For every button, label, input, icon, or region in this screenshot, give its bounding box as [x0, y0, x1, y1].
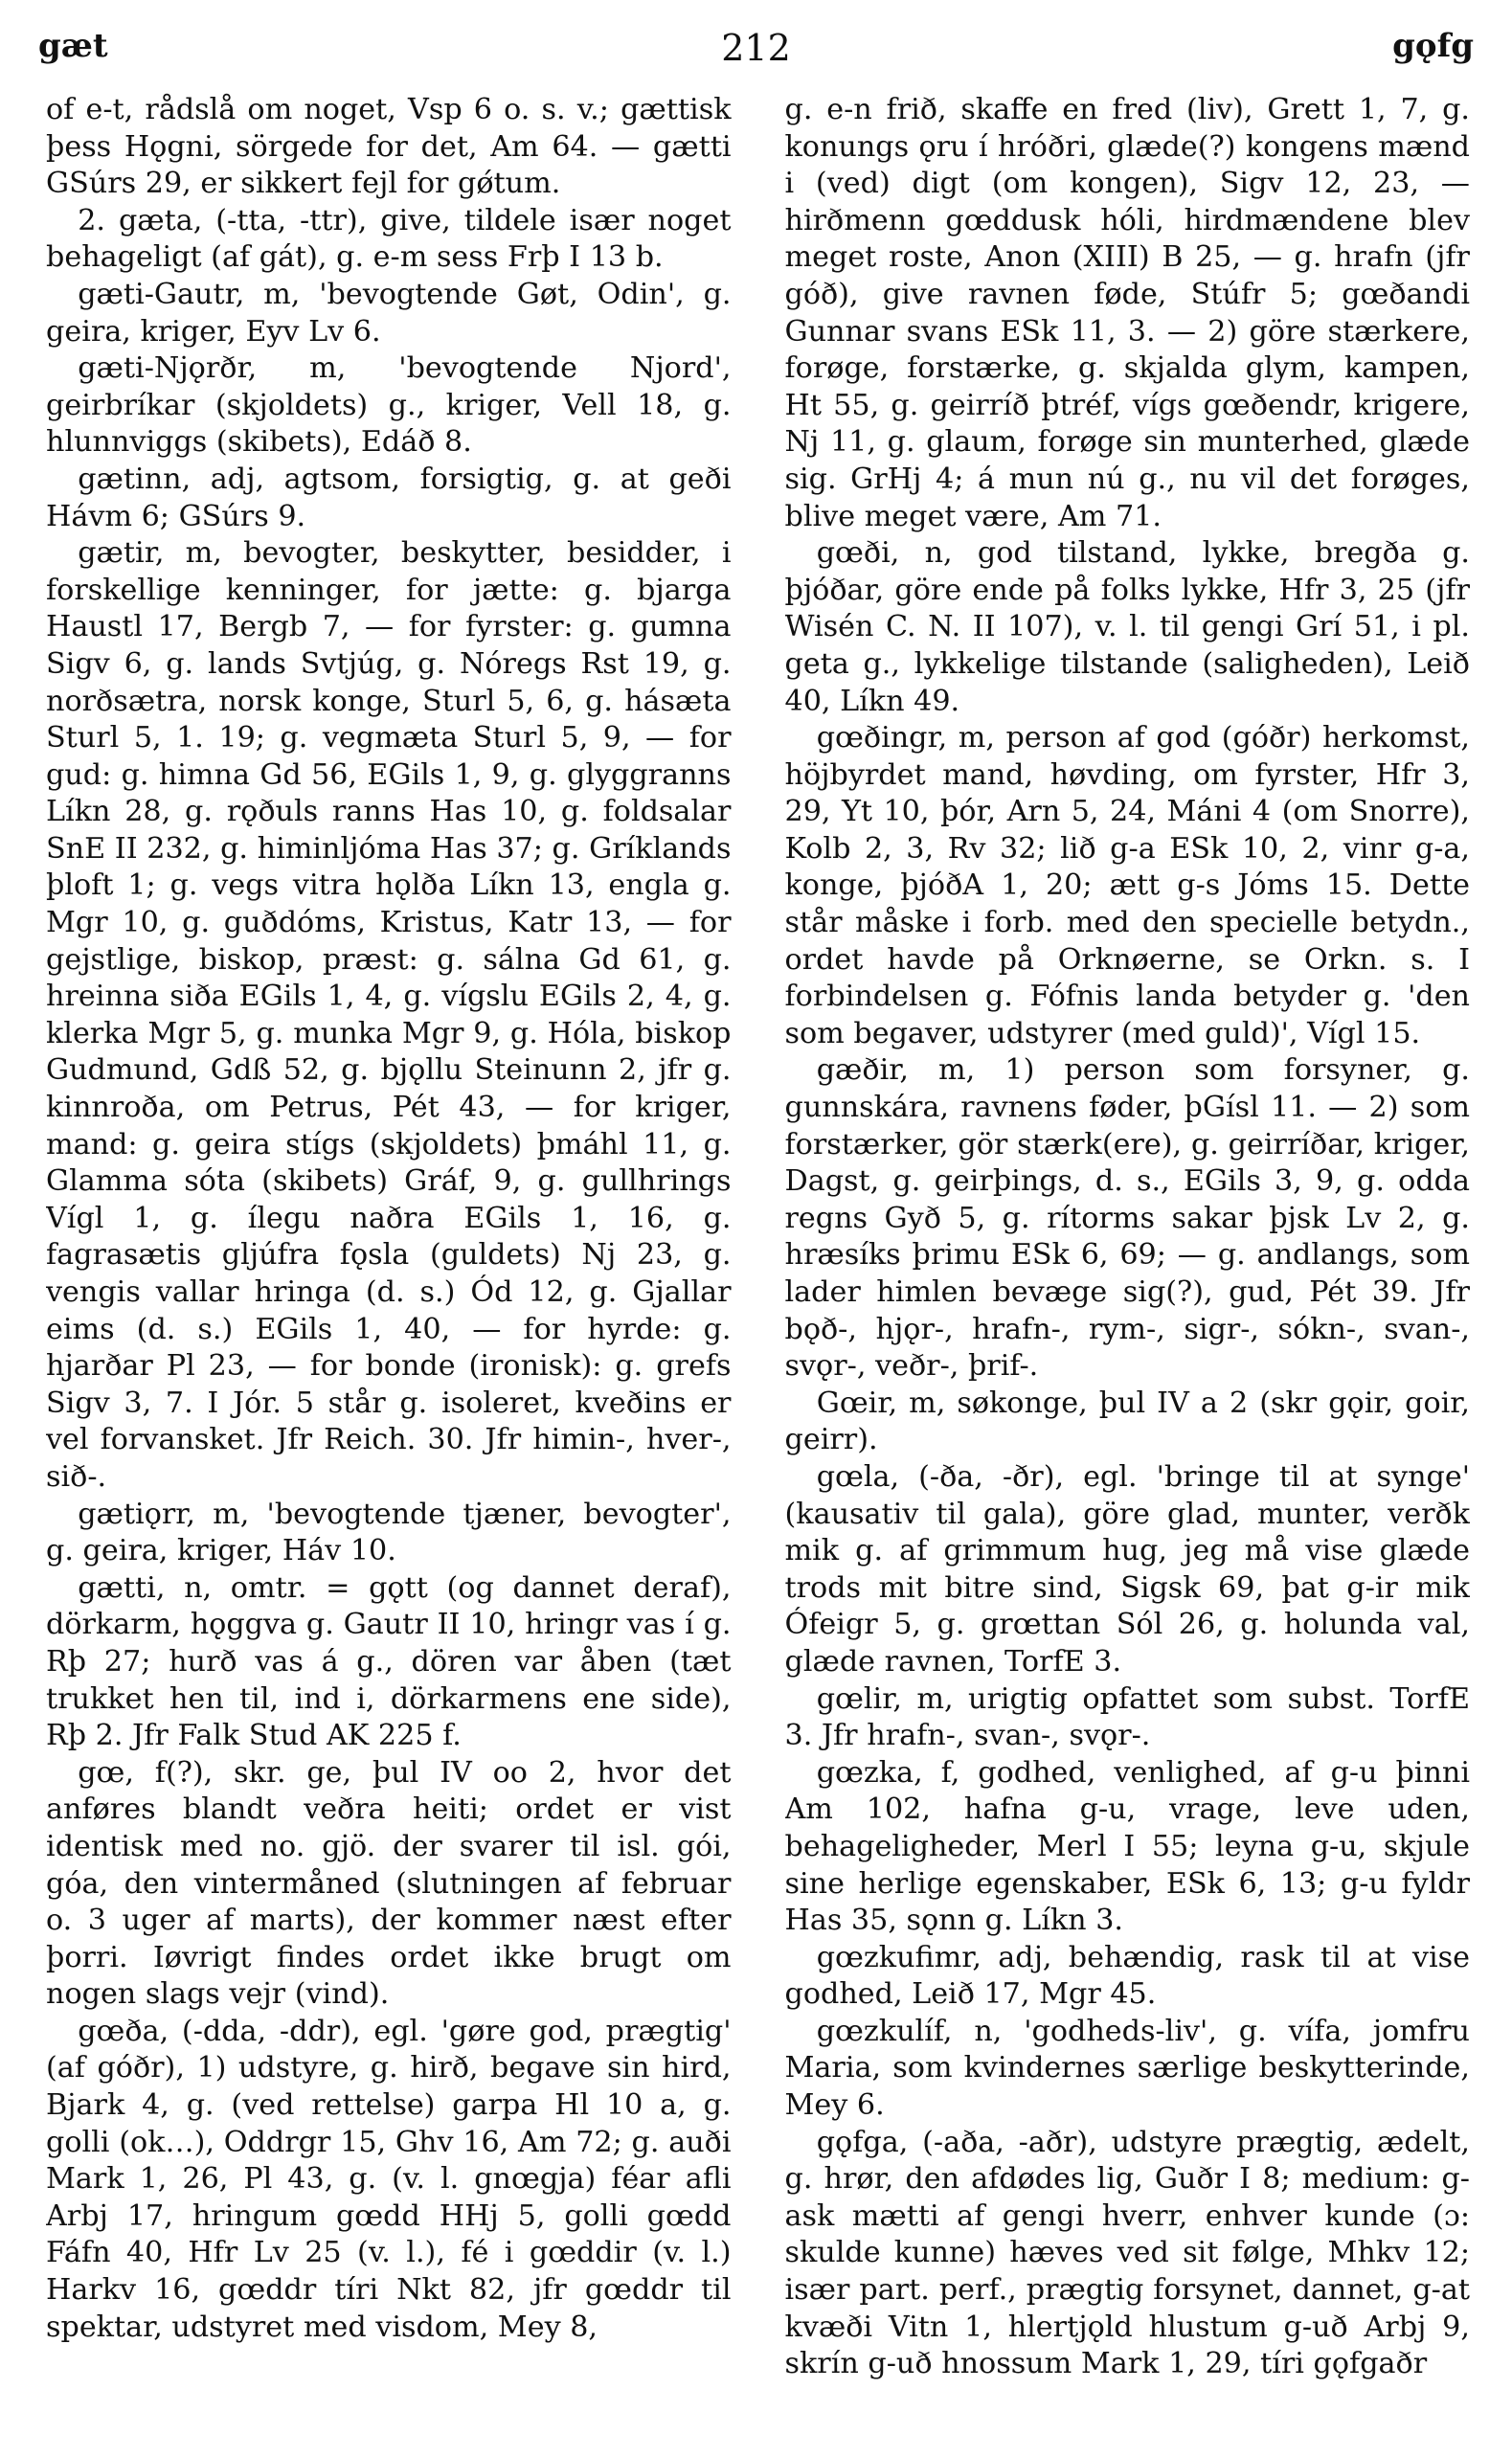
right-running-headword: gǫfg — [1392, 27, 1474, 65]
dictionary-columns — [46, 92, 1470, 2428]
dictionary-entry: gætir, m, bevogter, beskytter, besidder, i forskellige kenninger, for jætte: g. bjarga Haustl 17, Bergb 7, — for fyrster: g. gumna Sigv 6, g. lands Svtjúg, g. Nóregs Rst 19, g. norðsætra, norsk konge, Sturl 5, 6, g. hásæta Sturl 5, 1. 19; g. vegmæta Sturl 5, 9, — for gud: g. himna Gd 56, EGils 1, 9, g. glyggranns Líkn 28, g. rǫðuls ranns Has 10, g. foldsalar SnE II 232, g. himinljóma Has 37; g. Gríklands þloft 1; g. vegs vitra hǫlða Líkn 13, engla g. Mgr 10, g. guðdóms, Kristus, Katr 13, — for gejstlige, biskop, præst: g. sálna Gd 61, g. hreinna siða EGils 1, 4, g. vígslu EGils 2, 4, g. klerka Mgr 5, g. munka Mgr 9, g. Hóla, biskop Gudmund, Gdß 52, g. bjǫllu Steinunn 2, jfr g. kinnroða, om Petrus, Pét 43, — for kriger, mand: g. geira stígs (skjoldets) þmáhl 11, g. Glamma sóta (skibets) Gráf, 9, g. gullhrings Vígl 1, g. ílegu naðra EGils 1, 16, g. fagrasætis gljúfra fǫsla (guldets) Nj 23, g. vengis vallar hringa (d. s.) Ód 12, g. Gjallar eims (d. s.) EGils 1, 40, — for hyrde: g. hjarðar Pl 23, — for bonde (ironisk): g. grefs Sigv 3, 7. I Jór. 5 står g. isoleret, kveðins er vel forvansket. Jfr Reich. 30. Jfr himin-, hver-, sið-. — [46, 536, 732, 1494]
dictionary-entry: g. e-n frið, skaffe en fred (liv), Grett 1, 7, g. konungs ǫru í hróðri, glæde(?) kongens mænd i (ved) digt (om kongen), Sigv 12, 23, — hirðmenn gœddusk hóli, hirdmændene blev meget roste, Anon (XIII) B 25, — g. hrafn (jfr góð), give ravnen føde, Stúfr 5; gœðandi Gunnar svans ESk 11, 3. — 2) göre stærkere, forøge, forstærke, g. skjalda glym, kampen, Ht 55, g. geirríð þtréf, vígs gœðendr, krigere, Nj 11, g. glaum, forøge sin munterhed, glæde sig. GrHj 4; á mun nú g., nu vil det forøges, blive meget være, Am 71. — [784, 93, 1470, 533]
dictionary-entry: gœzka, f, godhed, venlighed, af g-u þinni Am 102, hafna g-u, vrage, leve uden, behageligheder, Merl I 55; leyna g-u, skjule sine herlige egenskaber, ESk 6, 13; g-u fyldr Has 35, sǫnn g. Líkn 3. — [784, 1755, 1470, 1938]
dictionary-entry: gætiǫrr, m, 'bevogtende tjæner, bevogter', g. geira, kriger, Háv 10. — [46, 1497, 732, 1568]
dictionary-entry: gætinn, adj, agtsom, forsigtig, g. at geði Hávm 6; GSúrs 9. — [46, 462, 732, 533]
left-running-headword: gæt — [38, 27, 108, 65]
dictionary-entry: of e-t, rådslå om noget, Vsp 6 o. s. v.; gættisk þess Hǫgni, sörgede for det, Am 64. — gætti GSúrs 29, er sikkert fejl for gǿtum. — [46, 93, 732, 201]
dictionary-entry: gætti, n, omtr. = gǫtt (og dannet deraf), dörkarm, hǫggva g. Gautr II 10, hringr vas í g. Rþ 27; hurð vas á g., dören var åben (tæt trukket hen til, ind i, dörkarmens ene side), Rþ 2. Jfr Falk Stud AK 225 f. — [46, 1570, 732, 1753]
dictionary-entry: gæðir, m, 1) person som forsyner, g. gunnskára, ravnens føder, þGísl 11. — 2) som forstærker, gör stærk(ere), g. geirríðar, kriger, Dagst, g. geirþings, d. s., EGils 3, 9, g. odda regns Gyð 5, g. rítorms sakar þjsk Lv 2, g. hræsíks þrimu ESk 6, 69; — g. andlangs, som lader himlen bevæge sig(?), gud, Pét 39. Jfr bǫð-, hjǫr-, hrafn-, rym-, sigr-, sókn-, svan-, svǫr-, veðr-, þrif-. — [784, 1053, 1470, 1384]
dictionary-entry: gœða, (-dda, -ddr), egl. 'gøre god, prægtig' (af góðr), 1) udstyre, g. hirð, begave sin hird, Bjark 4, g. (ved rettelse) garpa Hl 10 a, g. golli (ok…), Oddrgr 15, Ghv 16, Am 72; g. auði Mark 1, 26, Pl 43, g. (v. l. gnœgja) féar afli Arbj 17, hringum gœdd HHj 5, golli gœdd Fáfn 40, Hfr Lv 25 (v. l.), fé i gœddir (v. l.) Harkv 16, gœddr tíri Nkt 82, jfr gœddr til spektar, udstyret med visdom, Mey 8, — [46, 2014, 732, 2344]
right-column — [785, 92, 1471, 2428]
dictionary-entry: gœzkulíf, n, 'godheds-liv', g. vífa, jomfru Maria, som kvindernes særlige beskytterinde, Mey 6. — [784, 2014, 1470, 2123]
page-number: 212 — [721, 27, 791, 69]
dictionary-entry: gæti-Gautr, m, 'bevogtende Gøt, Odin', g. geira, kriger, Eyv Lv 6. — [46, 277, 732, 349]
dictionary-entry: gœðingr, m, person af god (góðr) herkomst, höjbyrdet mand, høvding, om fyrster, Hfr 3, 29, Yt 10, þór, Arn 5, 24, Máni 4 (om Snorre), Kolb 2, 3, Rv 32; lið g-a ESk 10, 2, vinr g-a, konge, þjóðA 1, 20; ætt g-s Jóms 15. Dette står måske i forb. med den specielle betydn., ordet havde på Orknøerne, se Orkn. s. I forbindelsen g. Fófnis landa betyder g. 'den som begaver, udstyrer (med guld)', Vígl 15. — [784, 721, 1470, 1050]
dictionary-entry: gœzkufimr, adj, behændig, rask til at vise godhed, Leið 17, Mgr 45. — [784, 1940, 1470, 2012]
dictionary-entry: 2. gæta, (-tta, -ttr), give, tildele især noget behageligt (af gát), g. e-m sess Frþ I 13 b. — [46, 203, 732, 275]
left-column — [46, 92, 732, 2428]
dictionary-entry: Gœir, m, søkonge, þul IV a 2 (skr gǫir, goir, geirr). — [784, 1386, 1470, 1457]
dictionary-entry: gœði, n, god tilstand, lykke, bregða g. þjóðar, göre ende på folks lykke, Hfr 3, 25 (jfr Wisén C. N. II 107), v. l. til gengi Grí 51, i pl. geta g., lykkelige tilstande (saligheden), Leið 40, Líkn 49. — [784, 536, 1470, 718]
dictionary-entry: gœla, (-ða, -ðr), egl. 'bringe til at synge' (kausativ til gala), göre glad, munter, verðk mik g. af grimmum hug, jeg må vise glæde trods mit bitre sind, Sigsk 69, þat g-ir mik Ófeigr 5, g. grœttan Sól 26, g. holunda val, glæde ravnen, TorfE 3. — [784, 1459, 1470, 1679]
dictionary-entry: gæti-Njǫrðr, m, 'bevogtende Njord', geirbríkar (skjoldets) g., kriger, Vell 18, g. hlunnviggs (skibets), Edáð 8. — [46, 351, 732, 460]
page-header — [38, 27, 1474, 84]
dictionary-entry: gœ, f(?), skr. ge, þul IV oo 2, hvor det anføres blandt veðra heiti; ordet er vist identisk med no. gjö. der svarer til isl. gói, góa, den vintermåned (slutningen af februar o. 3 uger af marts), der kommer næst efter þorri. Iøvrigt findes ordet ikke brugt om nogen slags vejr (vind). — [46, 1755, 732, 2012]
dictionary-entry: gǫfga, (-aða, -aðr), udstyre prægtig, ædelt, g. hrør, den afdødes lig, Guðr I 8; medium: g-ask mætti af gengi hverr, enhver kunde (ɔ: skulde kunne) hæves ved sit følge, Mhkv 12; især part. perf., prægtig forsynet, dannet, g-at kvæði Vitn 1, hlertjǫld hlustum g-uð Arbj 9, skrín g-uð hnossum Mark 1, 29, tíri gǫfgaðr — [784, 2125, 1470, 2381]
dictionary-entry: gœlir, m, urigtig opfattet som subst. TorfE 3. Jfr hrafn-, svan-, svǫr-. — [784, 1681, 1470, 1753]
